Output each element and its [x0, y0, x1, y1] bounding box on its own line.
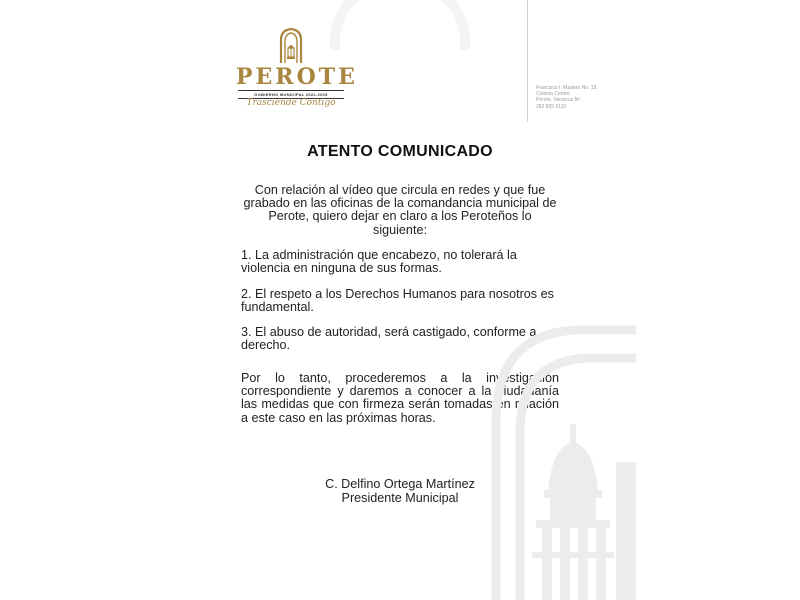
signature-block — [300, 477, 500, 505]
address-line: Francisco I. Madero No. 19, — [536, 85, 598, 91]
signer-position: Presidente Municipal — [341, 491, 459, 505]
address-line: Colonia Centro — [536, 91, 570, 98]
building-watermark-icon — [476, 312, 636, 600]
kiosk-emblem-icon — [278, 28, 304, 64]
letterhead-address — [536, 85, 626, 110]
address-line: 282 825 0110 — [536, 103, 567, 110]
logo-wordmark: PEROTE — [236, 64, 358, 90]
list-item-3: 3. El abuso de autoridad, será castigado, conforme a derecho. — [241, 325, 537, 353]
logo-subtitle: GOBIERNO MUNICIPAL 2022-2025 — [238, 90, 344, 99]
closing-paragraph: Por lo tanto, procederemos a la investigación correspondiente y daremos a conocer a la ciudadanía las medidas que con firmeza serán tomadas en relación a este caso en las próximas horas. — [241, 371, 559, 425]
document-title: ATENTO COMUNICADO — [307, 143, 493, 160]
list-item-2: 2. El respeto a los Derechos Humanos para nosotros es fundamental. — [241, 287, 554, 315]
background-arch-decoration — [330, 0, 470, 50]
list-item-1: 1. La administración que encabezo, no tolerará la violencia en ninguna de sus formas. — [241, 248, 517, 276]
perote-logo — [236, 28, 358, 118]
letterhead-divider — [527, 0, 528, 122]
signer-name: C. Delfino Ortega Martínez — [325, 477, 475, 491]
logo-slogan: Trasciende Contigo — [246, 98, 336, 108]
address-line: Perote, Veracruz Nº. — [536, 97, 582, 104]
intro-paragraph: Con relación al vídeo que circula en redes y que fue grabado en las oficinas de la comandancia municipal de Perote, quiero dejar en claro a los Peroteños lo siguiente: — [243, 183, 557, 237]
